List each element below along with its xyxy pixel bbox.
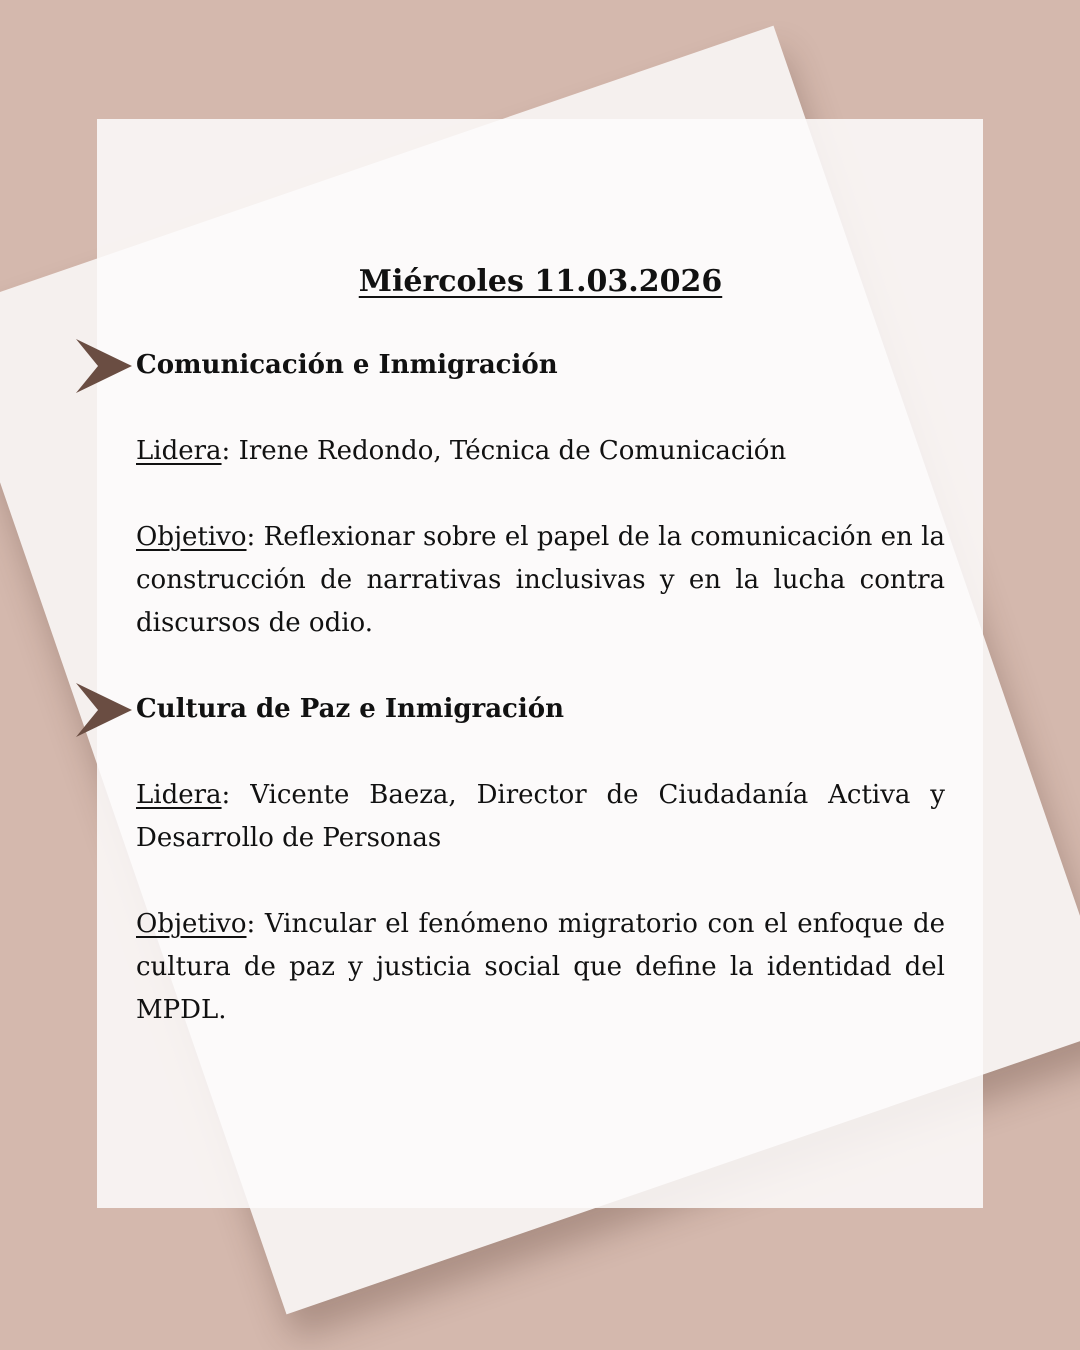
objective-text: : Reflexionar sobre el papel de la comunicación en la construcción de narrativas inclusivas y en la lucha contra discursos de odio. (136, 522, 945, 638)
leader-line (136, 774, 945, 860)
section-heading (136, 344, 945, 387)
section-heading-text: Cultura de Paz e Inmigración (136, 694, 564, 724)
card-content (136, 258, 945, 1032)
objective-text: : Vincular el fenómeno migratorio con el enfoque de cultura de paz y justicia social que define la identidad del MPDL. (136, 909, 945, 1025)
leader-label: Lidera (136, 780, 222, 810)
arrow-bullet-icon (76, 339, 132, 393)
section-heading-text: Comunicación e Inmigración (136, 350, 558, 380)
objective-line (136, 516, 945, 645)
leader-text: : Vicente Baeza, Director de Ciudadanía Activa y Desarrollo de Personas (136, 780, 945, 853)
section-heading (136, 688, 945, 731)
page-title: Miércoles 11.03.2026 (358, 264, 723, 299)
leader-label: Lidera (136, 436, 222, 466)
objective-label: Objetivo (136, 909, 247, 939)
section-cultura-de-paz (136, 688, 945, 1032)
section-comunicacion (136, 344, 945, 645)
objective-label: Objetivo (136, 522, 247, 552)
leader-line (136, 430, 945, 473)
objective-line (136, 903, 945, 1032)
arrow-bullet-icon (76, 683, 132, 737)
leader-text: : Irene Redondo, Técnica de Comunicación (221, 436, 787, 466)
